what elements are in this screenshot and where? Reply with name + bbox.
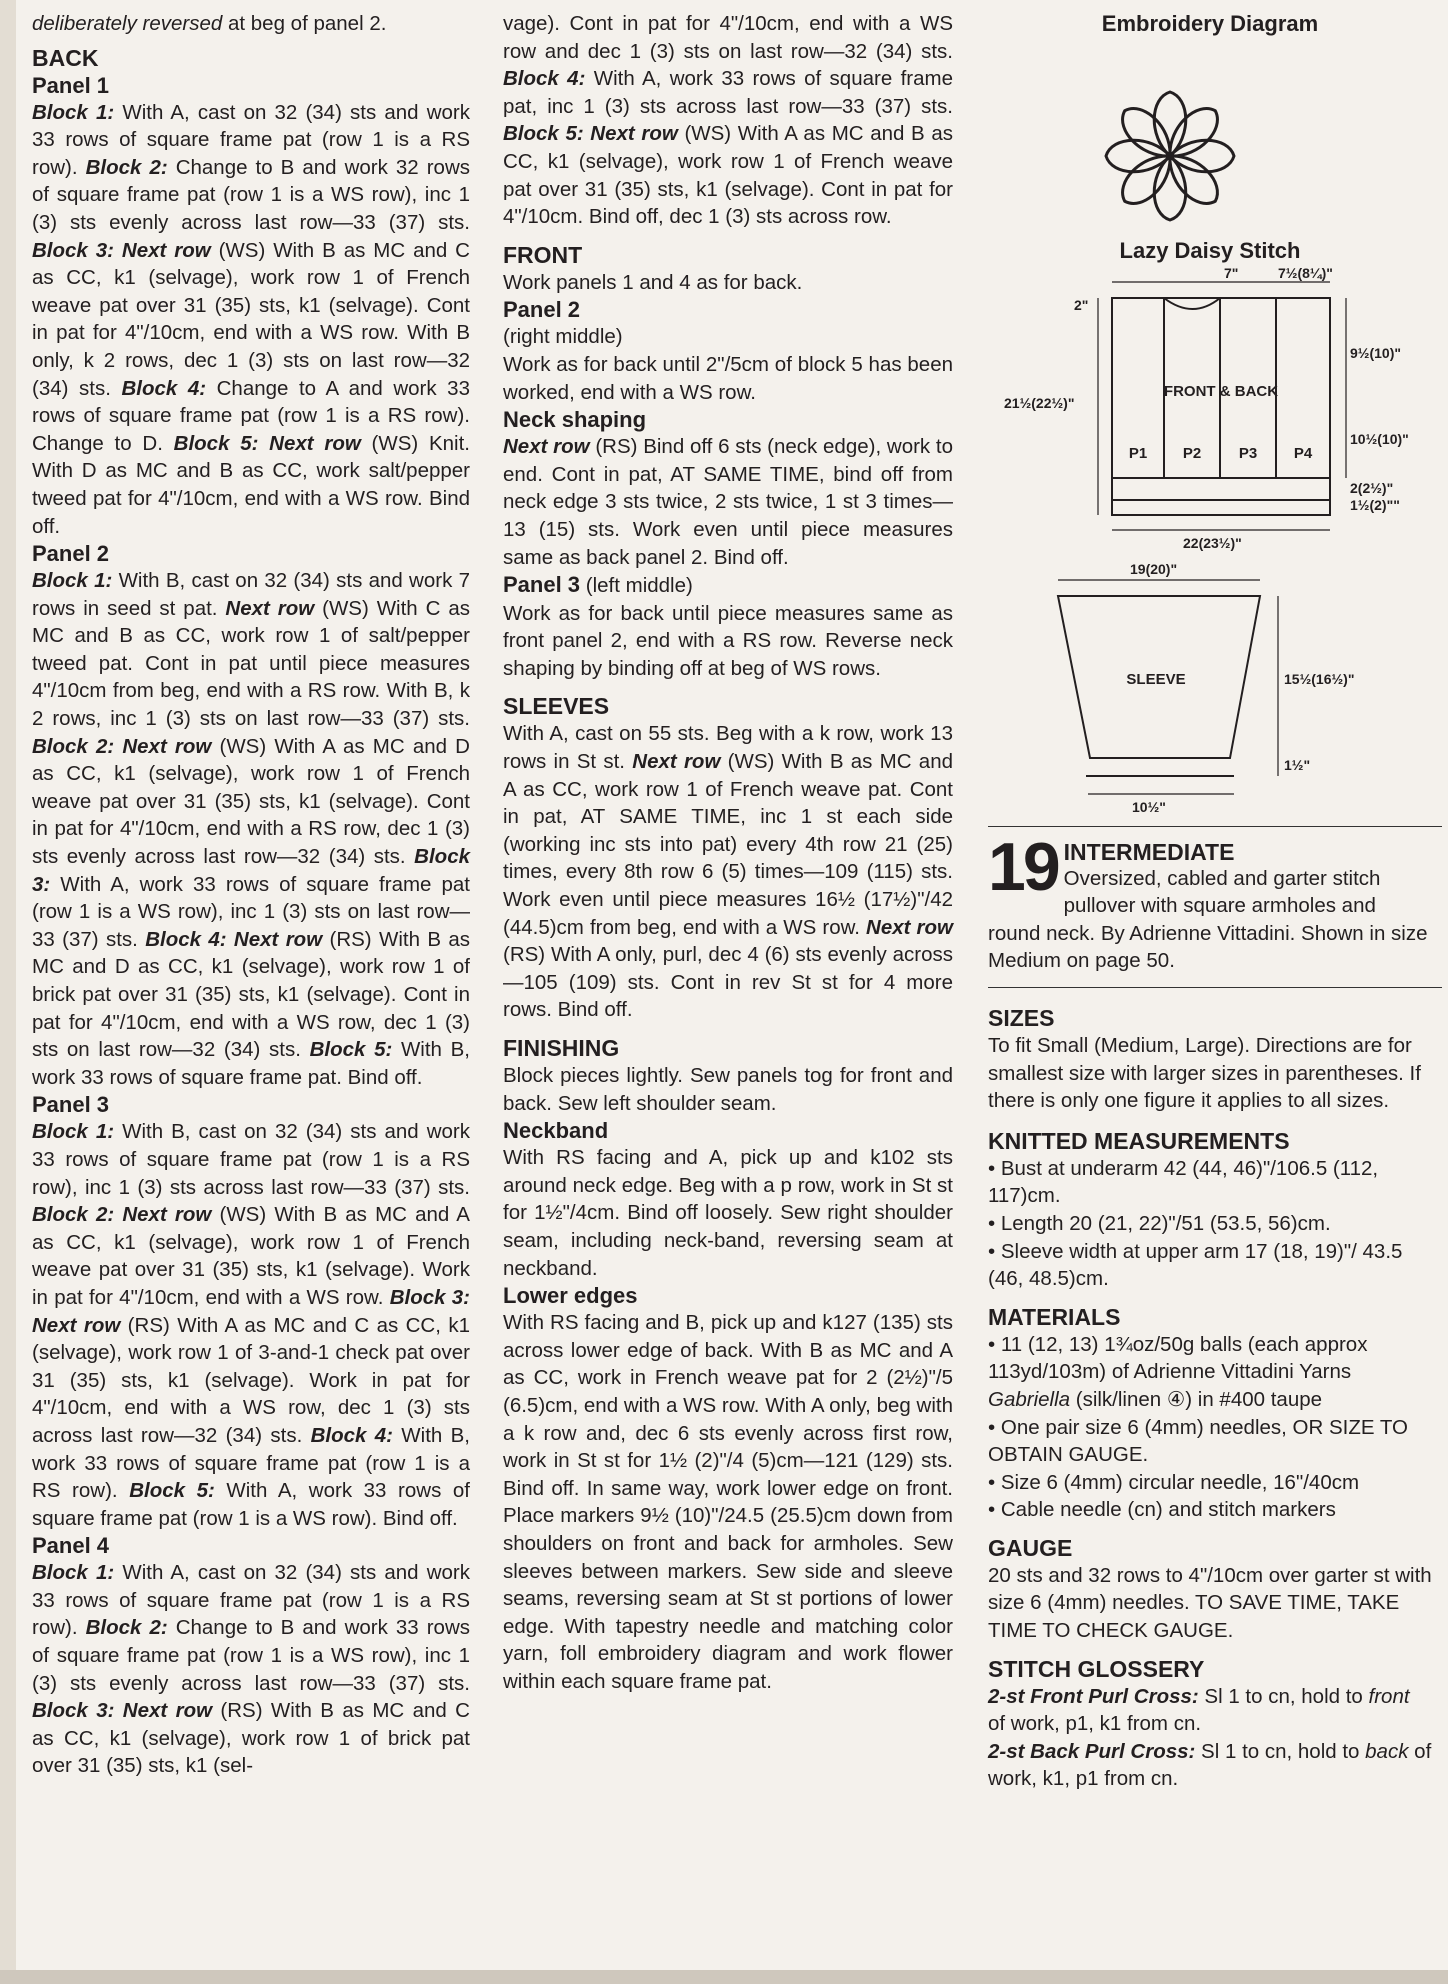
neckband-text: With RS facing and A, pick up and k102 sts around neck edge. Beg with a p row, work in St st for 1½"/4cm. Bind off loosely. Sew right shoulder seam, including neck-band, reversing seam at neckband. [503,1146,953,1280]
front-text: Work panels 1 and 4 as for back. [503,270,803,294]
pattern-intro: Oversized, cabled and garter stitch pullover with square armholes and round neck. By Adrienne Vittadini. Shown in size Medium on page 50. [988,866,1428,973]
material-yarn: • 11 (12, 13) 1¾oz/50g balls (each approx 113yd/103m) of Adrienne Vittadini Yarns Gabriella (silk/linen ④) in #400 taupe [988,1332,1368,1411]
measurements-heading: KNITTED MEASUREMENTS [988,1127,1290,1154]
pattern-19-intro [988,827,1432,975]
measurement-sleeve: • Sleeve width at upper arm 17 (18, 19)"/ 43.5 (46, 48.5)cm. [988,1239,1403,1291]
gauge-text: 20 sts and 32 rows to 4"/10cm over garter st with size 6 (4mm) needles. TO SAVE TIME, TAKE TIME TO CHECK GAUGE. [988,1563,1432,1643]
dim-9-5: 9½(10)" [1350,344,1401,361]
front-panel2-sub: (right middle) [503,325,623,349]
glossary-front-purl-cross: 2-st Front Purl Cross: Sl 1 to cn, hold to front of work, p1, k1 from cn. [988,1684,1410,1736]
panel1-title: Panel 1 [32,72,110,98]
sleeves-heading: SLEEVES [503,693,610,720]
panel-p3-label: P3 [1238,444,1258,462]
front-panel3-heading: Panel 3 (left middle) [503,572,693,598]
neckline [1164,298,1220,309]
panel2-title: Panel 2 [32,541,110,567]
garment-schematic [988,268,1432,828]
front-heading: FRONT [503,241,583,268]
page-left-edge [0,0,16,1984]
panel-p4-label: P4 [1293,444,1313,462]
panel3-title: Panel 3 [32,1092,110,1118]
front-panel2-title: Panel 2 [503,297,581,323]
dim-10-5a: 10½(10)" [1350,430,1409,447]
measurement-length: • Length 20 (21, 22)"/51 (53.5, 56)cm. [988,1211,1331,1235]
dim-1-5b: 1½(2)"" [1350,496,1400,513]
panel3-text: Block 1: With B, cast on 32 (34) sts and work 33 rows of square frame pat (row 1 is a RS row), inc 1 (3) sts across last row—33 (37) sts. Block 2: Next row (WS) With B as MC and A as CC, k1 (selvage), work row 1 of French weave pat over 31 (35) sts, k1 (selvage). Work in pat for 4"/10cm, end with a WS row. Block 3: Next row (RS) With A as MC and C as CC, k1 (selvage), work row 1 of 3-and-1 check pat over 31 (35) sts, k1 (selvage). Work in pat for 4"/10cm, end with a WS row, dec 1 (3) sts across last row—32 (34) sts. Block 4: With B, work 33 rows of square frame pat (row 1 is a RS row). Block 5: With A, work 33 rows of square frame pat (row 1 is a WS row). Bind off. [32,1120,471,1530]
lower-edges-title: Lower edges [503,1283,638,1309]
finishing-heading: FINISHING [503,1035,620,1061]
back-continued: vage). Cont in pat for 4"/10cm, end with a WS row and dec 1 (3) sts on last row—32 (34) sts. Block 4: With A, work 33 rows of square frame pat, inc 1 (3) sts across last row—33 (37) sts. Block 5: Next row (WS) With A as MC and B as CC, k1 (selvage), work row 1 of French weave pat over 31 (35) sts, k1 (selvage). Cont in pat for 4"/10cm. Bind off, dec 1 (3) sts across row. [503,12,953,229]
dim-10-5b: 10½" [1132,798,1166,815]
panel4-title: Panel 4 [32,1533,110,1559]
sleeve-label: SLEEVE [1126,670,1186,688]
dim-7: 7" [1224,267,1239,281]
neck-shaping-text: Next row (RS) Bind off 6 sts (neck edge), work to end. Cont in pat, AT SAME TIME, bind off from neck edge 3 sts twice, 2 sts twice, 1 st 3 times—13 (15) sts. Work even until piece measures same as back panel 2. Bind off. [503,435,953,569]
column-3 [988,10,1432,1793]
panel4-text: Block 1: With A, cast on 32 (34) sts and work 33 rows of square frame pat (row 1 is a RS row). Block 2: Change to B and work 33 rows of square frame pat (row 1 is a WS row), inc 1 (3) sts evenly across last row—33 (37) sts. Block 3: Next row (RS) With B as MC and C as CC, k1 (selvage), work row 1 of brick pat over 31 (35) sts, k1 (sel- [32,1561,471,1778]
dim-7-5: 7½(8¼)" [1278,267,1333,281]
front-back-label: FRONT & BACK [1163,382,1279,400]
pattern-number: 19 [988,828,1058,905]
sizes-heading: SIZES [988,1004,1055,1031]
neckband-title: Neckband [503,1118,609,1144]
gauge-heading: GAUGE [988,1534,1073,1561]
column-2 [503,10,953,1695]
panel-p2-label: P2 [1182,444,1202,462]
dim-19: 19(20)" [1130,560,1178,577]
panel2-text: Block 1: With B, cast on 32 (34) sts and work 7 rows in seed st pat. Next row (WS) With C as MC and B as CC, work row 1 of salt/pepper tweed pat. Cont in pat until piece measures 4"/10cm from beg, end with a RS row. With B, k 2 rows, inc 1 (3) sts on last row—33 (37) sts. Block 2: Next row (WS) With A as MC and D as CC, k1 (selvage), work row 1 of French weave pat over 31 (35) sts, k1 (selvage). Cont in pat for 4"/10cm, end with a RS row, dec 1 (3) sts evenly across last row—32 (34) sts. Block 3: With A, work 33 rows of square frame pat (row 1 is a WS row), inc 1 (3) sts on last row—33 (37) sts. Block 4: Next row (RS) With B as MC and D as CC, k1 (selvage), work row 1 of brick pat over 31 (35) sts, k1 (selvage). Cont in pat for 4"/10cm, end with a WS row, dec 1 (3) sts on last row—32 (34) sts. Block 5: With B, work 33 rows of square frame pat. Bind off. [32,569,470,1089]
dim-2b: 2(2½)" [1350,479,1394,496]
lazy-daisy-diagram [988,38,1432,268]
front-panel2-text: Work as for back until 2"/5cm of block 5 has been worked, end with a WS row. [503,352,953,404]
dim-15-5: 15½(16½)" [1284,670,1355,687]
finishing-text: Block pieces lightly. Sew panels tog for front and back. Sew left shoulder seam. [503,1064,953,1115]
lazy-daisy-label: Lazy Daisy Stitch [1119,237,1301,263]
measurement-bust: • Bust at underarm 42 (44, 46)"/106.5 (112, 117)cm. [988,1156,1379,1208]
embroidery-diagram-title: Embroidery Diagram [1101,11,1319,36]
panel-p1-label: P1 [1128,444,1148,462]
intro-line: deliberately reversed at beg of panel 2. [32,12,387,35]
front-panel3-text: Work as for back until piece measures same as front panel 2, end with a RS row. Reverse neck shaping by binding off at beg of WS rows. [503,601,953,680]
material-cable: • Cable needle (cn) and stitch markers [988,1498,1336,1522]
panel1-text: Block 1: With A, cast on 32 (34) sts and work 33 rows of square frame pat (row 1 is a RS row). Block 2: Change to B and work 32 rows of square frame pat (row 1 is a WS row), inc 1 (3) sts evenly across last row—33 (37) sts. Block 3: Next row (WS) With B as MC and C as CC, k1 (selvage), work row 1 of French weave pat over 31 (35) sts, k1 (selvage). Cont in pat for 4"/10cm, end with a WS row. With B only, k 2 rows, dec 1 (3) sts on last row—32 (34) sts. Block 4: Change to A and work 33 rows of square frame pat (row 1 is a RS row). Change to D. Block 5: Next row (WS) Knit. With D as MC and B as CC, work salt/pepper tweed pat for 4"/10cm, end with a WS row. Bind off. [32,100,471,538]
skill-level: INTERMEDIATE [1063,838,1235,865]
dim-22: 22(23½)" [1183,534,1242,551]
glossary-heading: STITCH GLOSSERY [988,1655,1205,1682]
back-heading: BACK [32,44,99,71]
dim-21-5: 21½(22½)" [1004,394,1075,411]
dim-2: 2" [1074,296,1089,313]
materials-heading: MATERIALS [988,1303,1121,1330]
lower-edges-text: With RS facing and B, pick up and k127 (135) sts across lower edge of back. With B as MC and A as CC, work in French weave pat for 2 (2½)"/5 (6.5)cm, end with a WS row. With A only, beg with a k row and, dec 6 sts evenly across first row, work in St st for 1½ (2)"/4 (5)cm—121 (129) sts. Bind off. In same way, work lower edge on front. Place markers 9½ (10)"/24.5 (25.5)cm down from shoulders on front and back for armholes. Sew sleeves between markers. Sew side and sleeve seams, reversing seam at St st portions of lower edge. With tapestry needle and matching color yarn, foll embroidery diagram and work flower within each square frame pat. [503,1311,953,1693]
column-1 [32,10,470,1780]
sleeves-text: With A, cast on 55 sts. Beg with a k row, work 13 rows in St st. Next row (WS) With B as MC and A as CC, work row 1 of French weave pat. Cont in pat, AT SAME TIME, inc 1 st each side (working inc sts into pat) every 4th row 21 (25) times, every 8th row 6 (5) times—109 (115) sts. Work even until piece measures 16½ (17½)"/42 (44.5)cm from beg, end with a WS row. Next row (RS) With A only, purl, dec 4 (6) sts evenly across—105 (109) sts. Cont in rev St st for 4 more rows. Bind off. [503,722,954,1022]
daisy-center [1167,153,1173,159]
neck-shaping-title: Neck shaping [503,407,647,433]
material-needles: • One pair size 6 (4mm) needles, OR SIZE TO OBTAIN GAUGE. [988,1415,1408,1467]
glossary-back-purl-cross: 2-st Back Purl Cross: Sl 1 to cn, hold to back of work, k1, p1 from cn. [988,1739,1432,1791]
page-bottom-edge [0,1970,1448,1984]
sizes-text: To fit Small (Medium, Large). Directions are for smallest size with larger sizes in parentheses. If there is only one figure it applies to all sizes. [988,1033,1421,1113]
material-circular: • Size 6 (4mm) circular needle, 16"/40cm [988,1470,1360,1494]
dim-1-5c: 1½" [1284,756,1311,773]
